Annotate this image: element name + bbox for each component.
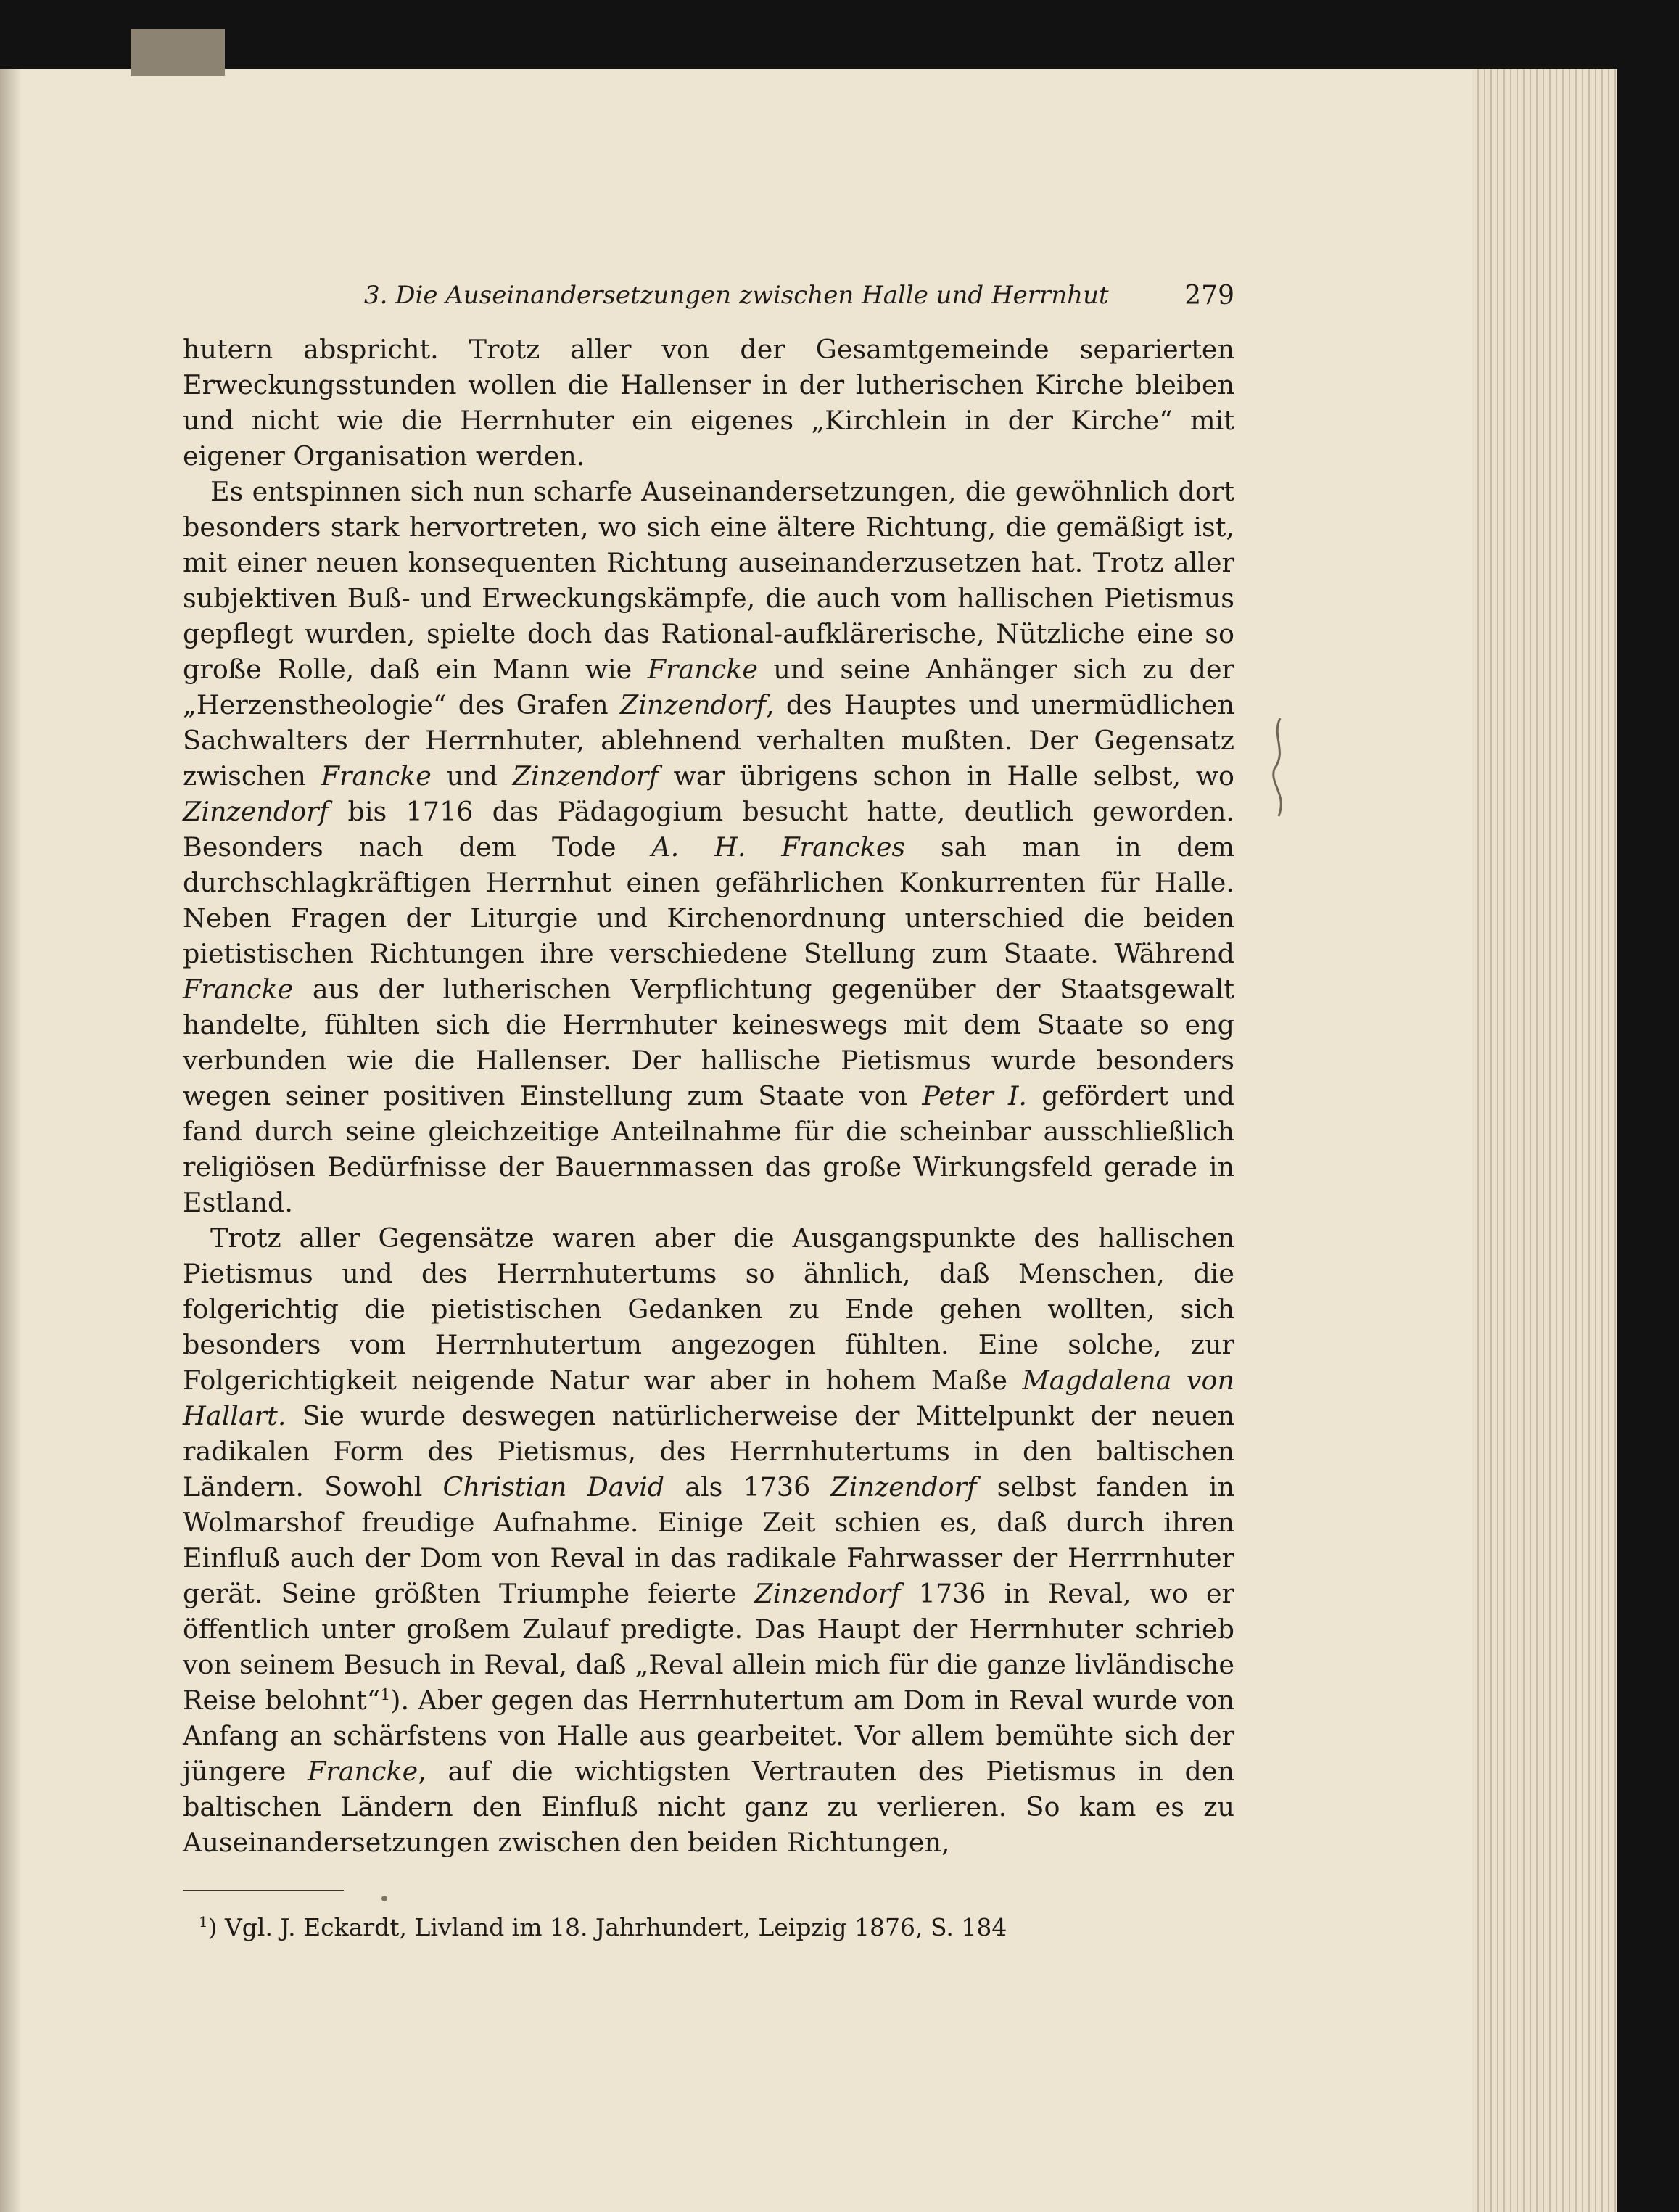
- text-run: Es entspinnen sich nun scharfe Auseinandersetzungen, die gewöhnlich dort besonders stark hervortreten, wo sich eine ältere Richtung, die gemäßigt ist, mit einer neuen konsequenten Richtung auseinanderzusetzen hat. Trotz aller subjektiven Buß- und Erweckungskämpfe, die auch vom hallischen Pietismus gepflegt wurden, spielte doch das Rational-aufklärerische, Nützliche eine so große Rolle, daß ein Mann wie: [183, 476, 1234, 685]
- italic-name: Magdalena von Hallart.: [183, 1365, 1235, 1431]
- paragraph: [183, 474, 1234, 1220]
- italic-name: Francke: [308, 1756, 418, 1787]
- text-run: bis 1716 das Pädagogium besucht hatte, deutlich geworden. Besonders nach dem Tode: [183, 796, 1234, 863]
- body-text: [183, 332, 1234, 1860]
- italic-name: Peter I.: [922, 1080, 1027, 1111]
- text-run: ). Aber gegen das Herrnhutertum am Dom in Reval wurde von Anfang an schärfstens von Halle aus gearbeitet. Vor allem bemühte sich der jüngere: [183, 1685, 1234, 1787]
- text-run: Sie wurde deswegen natürlicherweise der Mittelpunkt der neuen radikalen Form des Pietismus, des Herrnhutertums in den baltischen Ländern. Sowohl: [183, 1400, 1234, 1502]
- italic-name: Francke: [647, 654, 758, 685]
- text-run: gefördert und fand durch seine gleichzeitige Anteilnahme für die scheinbar ausschließlich religiösen Bedürfnisse der Bauernmassen das große Wirkungsfeld gerade in Estland.: [183, 1080, 1234, 1218]
- italic-name: Zinzendorf: [512, 760, 659, 792]
- paragraph: [183, 1220, 1234, 1860]
- page-gutter-shadow: [0, 69, 22, 2212]
- italic-name: Zinzendorf: [183, 796, 329, 827]
- text-run: 1736 in Reval, wo er öffentlich unter großem Zulauf predigte. Das Haupt der Herrnhuter schrieb von seinem Besuch in Reval, daß „Reval allein mich für die ganze livländische Reise belohnt“: [183, 1578, 1235, 1716]
- paper-speck: [381, 1896, 387, 1901]
- italic-name: Francke: [183, 974, 294, 1005]
- page-edges: [1472, 69, 1617, 2212]
- running-title: 3. Die Auseinandersetzungen zwischen Halle und Herrnhut: [364, 281, 1109, 310]
- italic-name: A. H. Franckes: [651, 831, 906, 863]
- footnote-reference: 1: [380, 1685, 391, 1704]
- footnote-marker: 1: [199, 1914, 208, 1931]
- text-block: [183, 278, 1234, 1944]
- italic-name: Zinzendorf: [830, 1471, 977, 1502]
- italic-name: Christian David: [442, 1471, 665, 1502]
- text-run: selbst fanden in Wolmarshof freudige Aufnahme. Einige Zeit schien es, daß durch ihren Einfluß auch der Dom von Reval in das radikale Fahrwasser der Herrrnhuter gerät. Seine größten Triumphe feierte: [183, 1471, 1234, 1609]
- text-run: sah man in dem durchschlagkräftigen Herrnhut einen gefährlichen Konkurrenten für Halle. Neben Fragen der Liturgie und Kirchenordnung unterschied die beiden pietistischen Richtungen ihre verschiedene Stellung zum Staate. Während: [183, 831, 1235, 969]
- text-run: aus der lutherischen Verpflichtung gegenüber der Staatsgewalt handelte, fühlten sich die Herrnhuter keineswegs mit dem Staate so eng verbunden wie die Hallenser. Der hallische Pietismus wurde besonders wegen seiner positiven Einstellung zum Staate von: [183, 974, 1234, 1111]
- footnote: [183, 1912, 1234, 1944]
- footnote-text: ) Vgl. J. Eckardt, Livland im 18. Jahrhundert, Leipzig 1876, S. 184: [207, 1913, 1007, 1941]
- text-run: , auf die wichtigsten Vertrauten des Pietismus in den baltischen Ländern den Einfluß nicht ganz zu verlieren. So kam es zu Auseinandersetzungen zwischen den beiden Richtungen,: [183, 1756, 1234, 1858]
- italic-name: Francke: [321, 760, 432, 792]
- italic-name: Zinzendorf: [619, 689, 767, 720]
- running-header: [183, 278, 1234, 321]
- text-run: war übrigens schon in Halle selbst, wo: [658, 760, 1234, 792]
- text-run: und: [431, 760, 513, 792]
- text-run: Trotz aller Gegensätze waren aber die Ausgangspunkte des hallischen Pietismus und des Herrnhutertums so ähnlich, daß Menschen, die folgerichtig die pietistischen Gedanken zu Ende gehen wollten, sich besonders vom Herrnhutertum angezogen fühlten. Eine solche, zur Folgerichtigkeit neigende Natur war aber in hohem Maße: [183, 1222, 1234, 1396]
- italic-name: Zinzendorf: [754, 1578, 901, 1609]
- paragraph: [183, 332, 1234, 474]
- text-run: , des Hauptes und unermüdlichen Sachwalters der Herrnhuter, ablehnend verhalten mußten. Der Gegensatz zwischen: [183, 689, 1234, 792]
- binding-tear: [131, 29, 225, 76]
- page-number: 279: [1184, 281, 1234, 311]
- text-run: und seine Anhänger sich zu der „Herzenstheologie“ des Grafen: [183, 654, 1234, 720]
- footnote-rule: [183, 1890, 344, 1891]
- text-run: als 1736: [664, 1471, 831, 1502]
- text-run: hutern abspricht. Trotz aller von der Gesamtgemeinde separierten Erweckungsstunden wollen die Hallenser in der lutherischen Kirche bleiben und nicht wie die Herrnhuter ein eigenes „Kirchlein in der Kirche“ mit eigener Organisation werden.: [183, 334, 1234, 472]
- margin-pencil-mark: [1266, 715, 1295, 823]
